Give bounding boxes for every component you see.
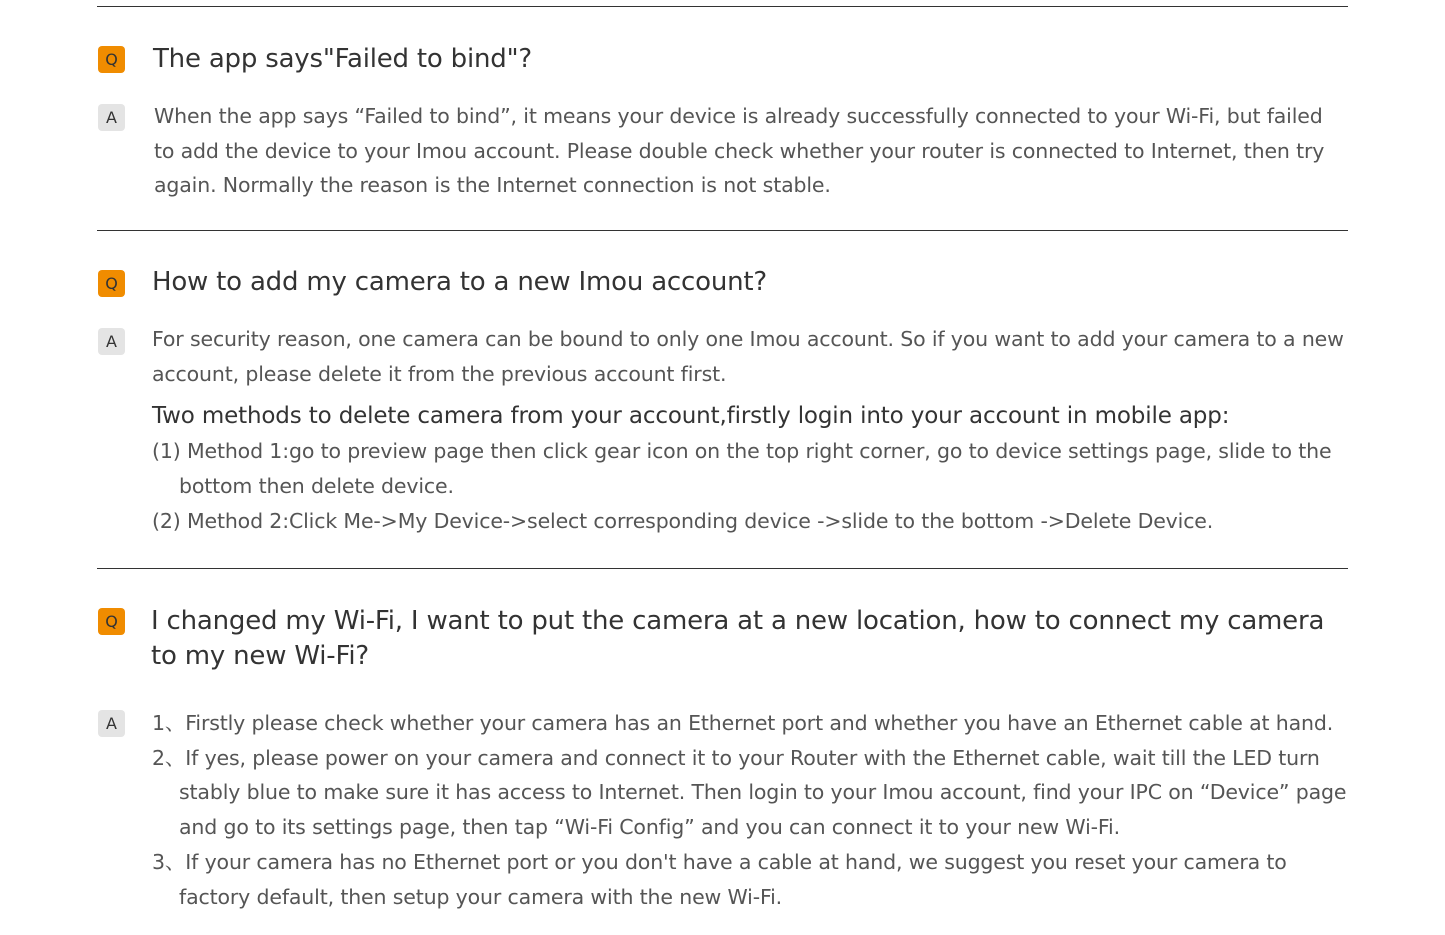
answer-badge: A	[98, 710, 125, 737]
faq-list	[97, 6, 1348, 935]
answer-badge: A	[98, 104, 125, 131]
question-text: I changed my Wi-Fi, I want to put the camera at a new location, how to connect my camera to my new Wi-Fi?	[151, 606, 1325, 671]
faq-item-add-camera-new-account	[97, 230, 1348, 568]
question-badge: Q	[98, 46, 125, 73]
question-badge: Q	[98, 270, 125, 297]
method-item: (1) Method 1:go to preview page then click gear icon on the top right corner, go to device settings page, slide to the bottom then delete device.	[152, 439, 1332, 499]
faq-item-change-wifi	[97, 568, 1348, 935]
answer-block	[152, 322, 1352, 539]
methods-title: Two methods to delete camera from your account,firstly login into your account in mobile app:	[152, 403, 1230, 430]
question-text: How to add my camera to a new Imou account?	[152, 267, 767, 297]
answer-badge: A	[98, 328, 125, 355]
method-item: (2) Method 2:Click Me->My Device->select corresponding device ->slide to the bottom ->Delete Device.	[152, 508, 1214, 533]
step-item: 1、Firstly please check whether your camera has an Ethernet port and whether you have an Ethernet cable at hand.	[152, 711, 1334, 735]
step-item: 2、If yes, please power on your camera and connect it to your Router with the Ethernet cable, wait till the LED turn stably blue to make sure it has access to Internet. Then login to your Imou account, find your IPC on “Device” page and go to its settings page, then tap “Wi-Fi Config” and you can connect it to your new Wi-Fi.	[152, 745, 1347, 840]
question-text: The app says"Failed to bind"?	[153, 44, 532, 74]
answer-text: When the app says “Failed to bind”, it means your device is already successfully connected to your Wi-Fi, but failed to add the device to your Imou account. Please double check whether your router is connected to Internet, then try again. Normally the reason is the Internet connection is not stable.	[154, 104, 1325, 198]
answer-intro: For security reason, one camera can be bound to only one Imou account. So if you want to add your camera to a new account, please delete it from the previous account first.	[152, 327, 1344, 386]
step-item: 3、If your camera has no Ethernet port or you don't have a cable at hand, we suggest you reset your camera to factory default, then setup your camera with the new Wi-Fi.	[152, 849, 1287, 909]
question-badge: Q	[98, 608, 125, 635]
faq-item-failed-to-bind	[97, 6, 1348, 230]
answer-steps	[152, 706, 1357, 914]
